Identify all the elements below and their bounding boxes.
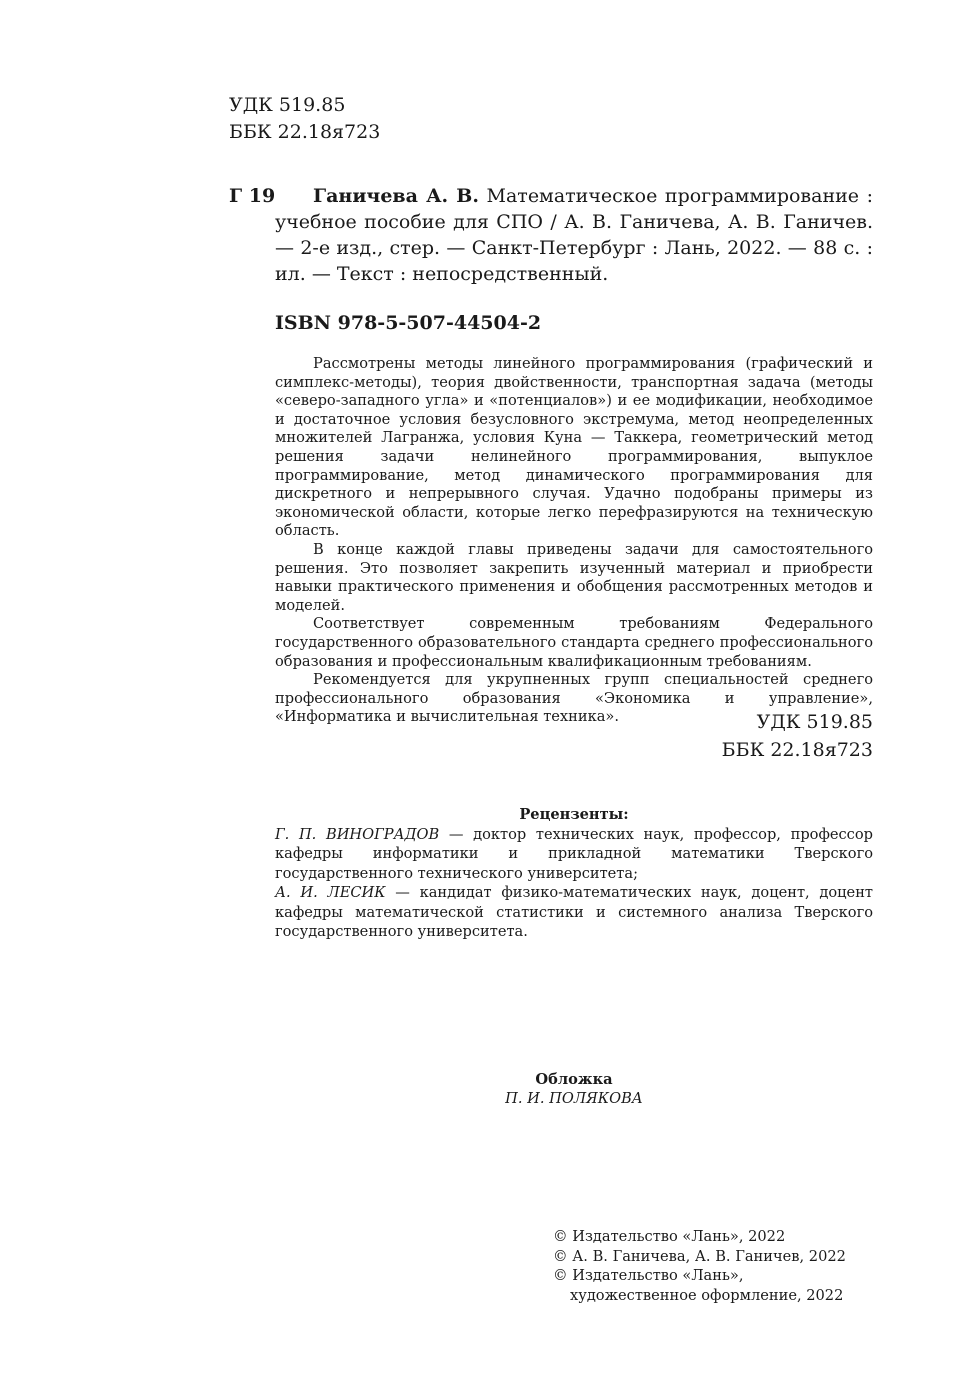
author-name: Ганичева А. В. (313, 185, 479, 207)
annotation-paragraph: Соответствует современным требованиям Федерального государственного образовательного стандарта среднего профессионального образования и профессиональным квалификационным требованиям. (275, 615, 873, 670)
bibliographic-description (275, 183, 873, 287)
bbk-code: ББК 22.18я723 (229, 121, 381, 143)
copyright-block (553, 1227, 846, 1305)
cover-artist: П. И. ПОЛЯКОВА (505, 1090, 643, 1107)
classification-codes-top (229, 92, 380, 146)
copyright-line: © А. В. Ганичева, А. В. Ганичев, 2022 (553, 1247, 846, 1265)
cover-credit (275, 1070, 873, 1108)
copyright-line: художественное оформление, 2022 (570, 1286, 844, 1304)
author-mark: Г 19 (229, 185, 276, 207)
annotation-paragraph: Рекомендуется для укрупненных групп специальностей среднего профессионального образования «Экономика и управление», «Информатика и вычислительная техника». (275, 671, 873, 726)
reviewer-entry (275, 825, 873, 884)
classification-codes-bottom (722, 708, 873, 764)
reviewer-entry (275, 883, 873, 942)
reviewer-description: — кандидат физико-математических наук, доцент, доцент кафедры математической статистики и системного анализа Тверского государственного университета. (275, 884, 873, 940)
copyright-line: © Издательство «Лань», 2022 (553, 1228, 786, 1245)
reviewers-heading: Рецензенты: (519, 806, 629, 823)
annotation-paragraph: В конце каждой главы приведены задачи для самостоятельного решения. Это позволяет закрепить изученный материал и приобрести навыки практического применения и обобщения рассмотренных методов и моделей. (275, 540, 873, 614)
reviewer-name: Г. П. ВИНОГРАДОВ (275, 825, 440, 843)
isbn: ISBN 978-5-507-44504-2 (275, 312, 542, 334)
reviewer-name: А. И. ЛЕСИК (275, 884, 386, 901)
reviewers-section (275, 805, 873, 942)
bbk-code: ББК 22.18я723 (721, 739, 873, 761)
annotation-paragraph: Рассмотрены методы линейного программирования (графический и симплекс-методы), теория двойственности, транспортная задача (методы «северо-западного угла» и «потенциалов») и ее модификации, необходимое и достаточное условия безусловного экстремума, метод неопределенных множителей Лагранжа, условия Куна — Таккера, геометрический метод решения задачи нелинейного программирования, выпуклое программирование, метод динамического программирования для дискретного и непрерывного случая. Удачно подобраны примеры из экономической области, которые легко перефразируются на техническую область. (275, 355, 873, 540)
udk-code: УДК 519.85 (229, 94, 346, 116)
reviewer-description: — доктор технических наук, профессор, профессор кафедры информатики и прикладной математики Тверского государственного технического университета; (275, 825, 873, 882)
annotation (275, 355, 873, 727)
udk-code: УДК 519.85 (756, 711, 873, 733)
copyright-line: © Издательство «Лань», (553, 1267, 744, 1284)
cover-label: Обложка (535, 1071, 613, 1088)
description-text: Математическое программирование : учебное пособие для СПО / А. В. Ганичева, А. В. Ганичев. — 2-е изд., стер. — Санкт-Петербург : Лань, 2022. — 88 с. : ил. — Текст : непосредственный. (275, 185, 873, 285)
